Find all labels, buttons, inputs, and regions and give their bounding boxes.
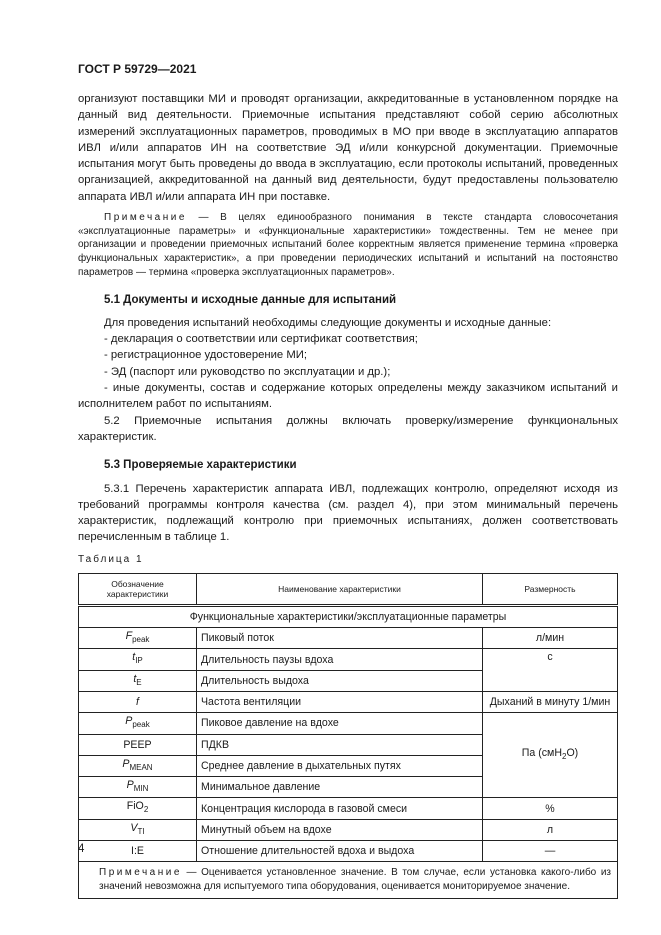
symbol-cell <box>79 713 197 734</box>
symbol-cell <box>79 649 197 670</box>
name-cell: Минимальное давление <box>197 777 483 798</box>
symbol-subscript: peak <box>132 635 150 645</box>
name-cell: Пиковое давление на вдохе <box>197 713 483 734</box>
name-cell: Минутный объем на вдохе <box>197 819 483 840</box>
table-caption: Таблица 1 <box>78 553 144 565</box>
paragraph-5-3-1: 5.3.1 Перечень характеристик аппарата ИВЛ, подлежащих контролю, определяют исходя из требований программы контроля качества (см. раздел 4), при этом минимальный перечень характеристик, подлежащий контролю при приемочных испытаниях, должен соответствовать перечисленным в таблице 1. <box>78 482 618 544</box>
unit-cell <box>483 819 618 840</box>
table-section-row: Функциональные характеристики/эксплуатационные параметры <box>79 606 618 628</box>
list-item: - ЭД (паспорт или руководство по эксплуатации и др.); <box>104 365 391 378</box>
symbol-subscript: MEAN <box>129 762 153 772</box>
unit-cell <box>483 692 618 713</box>
symbol: FiO <box>126 800 144 813</box>
unit: л/мин <box>535 632 565 645</box>
symbol: t <box>132 651 136 664</box>
section-heading-5-1: 5.1 Документы и исходные данные для испытаний <box>104 293 397 306</box>
unit: л <box>546 823 554 836</box>
table-note <box>79 862 618 899</box>
name-cell: Пиковый поток <box>197 628 483 649</box>
column-header: Размерность <box>483 574 618 606</box>
symbol: t <box>133 672 137 685</box>
symbol-cell <box>79 670 197 691</box>
name-cell: Длительность выдоха <box>197 670 483 691</box>
symbol-cell <box>79 841 197 862</box>
symbol: PEEP <box>123 738 152 751</box>
symbol-cell <box>79 798 197 819</box>
list-item: - декларация о соответствии или сертификат соответствия; <box>104 333 418 346</box>
symbol: V <box>130 821 138 834</box>
symbol: P <box>122 757 130 770</box>
unit: — <box>544 845 556 858</box>
symbol: f <box>136 696 139 709</box>
symbol-subscript: peak <box>132 720 150 730</box>
table-row <box>79 713 618 734</box>
table-row <box>79 628 618 649</box>
unit-cell <box>483 841 618 862</box>
symbol-cell <box>79 692 197 713</box>
unit-end: O) <box>566 747 579 760</box>
name-cell: Частота вентиляции <box>197 692 483 713</box>
unit: с <box>547 651 553 664</box>
unit-cell <box>483 649 618 692</box>
symbol-cell <box>79 628 197 649</box>
note-text: — Оценивается установленное значение. В том случае, если установка какого-либо из значений невозможна для испытуемого типа оборудования, оценивается мониторируемое значение. <box>99 867 611 893</box>
symbol-subscript: MIN <box>133 784 149 794</box>
note-label: Примечание <box>104 212 187 224</box>
symbol-cell <box>79 755 197 776</box>
symbol-subscript: TI <box>137 827 145 836</box>
symbol-cell <box>79 734 197 755</box>
unit-subscript: 2 <box>561 752 567 762</box>
paragraph-5-2: 5.2 Приемочные испытания должны включать проверку/измерение функциональных характеристик. <box>78 414 618 443</box>
unit: Дыханий в минуту 1/мин <box>489 696 611 709</box>
symbol: F <box>125 630 133 643</box>
unit: Па (смH <box>521 747 562 760</box>
symbol-subscript: 2 <box>143 805 149 815</box>
column-header: Обозначение характеристики <box>79 574 197 606</box>
unit: % <box>545 802 555 815</box>
document-header: ГОСТ Р 59729—2021 <box>78 62 197 76</box>
name-cell: Длительность паузы вдоха <box>197 649 483 670</box>
symbol-subscript: E <box>136 677 142 687</box>
name-cell: Отношение длительностей вдоха и выдоха <box>197 841 483 862</box>
list-item: - регистрационное удостоверение МИ; <box>104 349 308 362</box>
table-row <box>79 841 618 862</box>
name-cell: ПДКВ <box>197 734 483 755</box>
table-row <box>79 649 618 670</box>
list-item: - иные документы, состав и содержание которых определены между заказчиком испытаний и исполнителем работ по испытаниям. <box>78 382 618 411</box>
symbol: I:E <box>131 845 144 858</box>
name-cell: Среднее давление в дыхательных путях <box>197 755 483 776</box>
name-cell: Концентрация кислорода в газовой смеси <box>197 798 483 819</box>
note <box>78 211 618 280</box>
unit-cell <box>483 798 618 819</box>
table-row <box>79 692 618 713</box>
unit-cell <box>483 628 618 649</box>
symbol: P <box>126 779 134 792</box>
characteristics-table <box>78 573 618 899</box>
page-number: 4 <box>78 843 85 855</box>
table-row <box>79 819 618 840</box>
note-text: — В целях единообразного понимания в тексте стандарта словосочетания «эксплуатационные параметры» и «функциональные характеристики» тождественны. Тем не менее при организации и проведении приемочных испытаний более корректным является применение термина «проверка функциональных характеристик», а при проведении периодических испытаний и испытаний на постоянство параметров — термина «проверка эксплуатационных параметров». <box>78 212 618 278</box>
symbol-subscript: IP <box>135 656 143 666</box>
column-header: Наименование характеристики <box>197 574 483 606</box>
table-row <box>79 798 618 819</box>
symbol-cell <box>79 777 197 798</box>
symbol: P <box>125 715 133 728</box>
section-heading-5-3: 5.3 Проверяемые характеристики <box>104 459 297 472</box>
symbol-cell <box>79 819 197 840</box>
note-label: Примечание <box>99 867 182 879</box>
paragraph: Для проведения испытаний необходимы следующие документы и исходные данные: <box>104 316 552 329</box>
unit-cell <box>483 713 618 798</box>
page-content <box>78 91 618 899</box>
paragraph: организуют поставщики МИ и проводят организации, аккредитованные в установленном порядке на данный вид деятельности. Приемочные испытания представляют собой серию абсолютных измерений эксплуатационных параметров, проводимых в МО при вводе в эксплуатацию аппаратов ИВЛ и/или аппаратов ИН на соответствие ЭД и/или конкурсной документации. Приемочные испытания могут быть проведены до ввода в эксплуатацию, если протоколы испытаний, проведенных организацией, аккредитованной на данный вид деятельности, будут предоставлены пользователю аппарата ИВЛ и/или аппарата ИН при поставке. <box>78 93 618 203</box>
